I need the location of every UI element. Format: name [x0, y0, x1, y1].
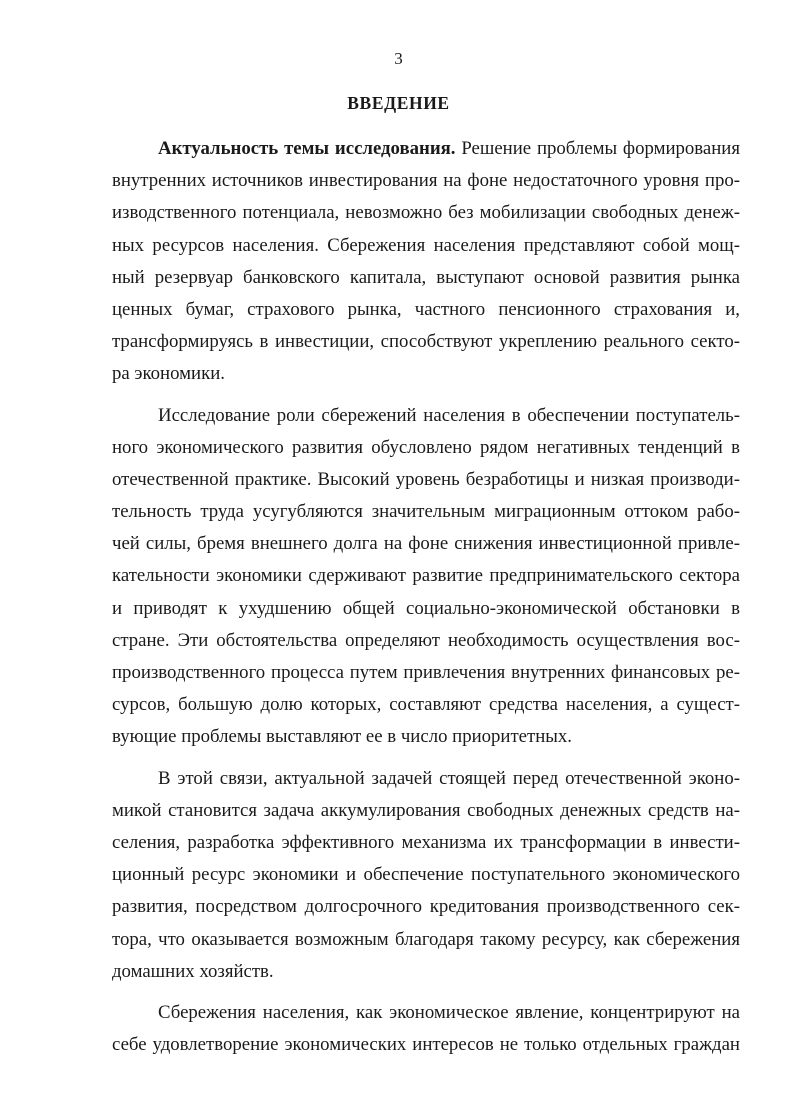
- text-line: ционный ресурс экономики и обеспечение поступательного экономического: [112, 864, 740, 886]
- text-line: ный резервуар банковского капитала, выступают основой развития рынка: [112, 266, 740, 288]
- text-line: кательности экономики сдерживают развитие предпринимательского сектора: [112, 565, 740, 587]
- text-line: ных ресурсов населения. Сбережения населения представляют собой мощ-: [112, 234, 740, 256]
- text-line: чей силы, бремя внешнего долга на фоне снижения инвестиционной привле-: [112, 533, 740, 555]
- paragraph-task: [112, 763, 740, 988]
- paragraph-relevance: [112, 133, 740, 391]
- text-line: сурсов, большую долю которых, составляют средства населения, а сущест-: [112, 694, 740, 716]
- page-number: 3: [394, 49, 403, 68]
- text-line: ценных бумаг, страхового рынка, частного пенсионного страхования и,: [112, 298, 740, 320]
- body-text: [112, 133, 740, 1061]
- section-heading: ВВЕДЕНИЕ: [347, 93, 450, 113]
- text-line: производственного процесса путем привлечения внутренних финансовых ре-: [112, 662, 740, 683]
- paragraph-lead: Актуальность темы исследования.: [158, 138, 456, 159]
- text-line-rest: Решение проблемы формирования: [455, 138, 740, 159]
- paragraph-research-role: [112, 400, 740, 754]
- text-line: ного экономического развития обусловлено рядом негативных тенденций в: [112, 436, 740, 458]
- text-line: Исследование роли сбережений населения в обеспечении поступатель-: [158, 404, 740, 426]
- paragraph-gap: [112, 754, 740, 763]
- text-line: Сбережения населения, как экономическое явление, концентрируют на: [158, 1001, 740, 1023]
- paragraph-gap: [112, 988, 740, 997]
- text-line: стране. Эти обстоятельства определяют необходимость осуществления вос-: [112, 629, 740, 651]
- text-line: селения, разработка эффективного механизма их трансформации в инвести-: [112, 831, 740, 853]
- text-line: [112, 133, 740, 165]
- text-line: трансформируясь в инвестиции, способствуют укреплению реального секто-: [112, 331, 740, 353]
- text-line: ра экономики.: [112, 363, 225, 385]
- text-line: тельность труда усугубляются значительным миграционным оттоком рабо-: [112, 501, 740, 523]
- text-line: себе удовлетворение экономических интересов не только отдельных граждан: [112, 1034, 740, 1056]
- text-line: вующие проблемы выставляют ее в число приоритетных.: [112, 726, 572, 748]
- text-line: изводственного потенциала, невозможно без мобилизации свободных денеж-: [112, 202, 740, 224]
- paragraph-savings: [112, 997, 740, 1061]
- text-line: домашних хозяйств.: [112, 960, 274, 982]
- paragraph-gap: [112, 391, 740, 400]
- text-line: В этой связи, актуальной задачей стоящей перед отечественной эконо-: [158, 767, 740, 789]
- text-line: тора, что оказывается возможным благодаря такому ресурсу, как сбережения: [112, 928, 740, 950]
- text-line: и приводят к ухудшению общей социально-экономической обстановки в: [112, 597, 740, 619]
- text-line: микой становится задача аккумулирования свободных денежных средств на-: [112, 799, 740, 821]
- text-line: отечественной практике. Высокий уровень безработицы и низкая производи-: [112, 468, 740, 490]
- text-line: развития, посредством долгосрочного кредитования производственного сек-: [112, 896, 740, 918]
- text-line: внутренних источников инвестирования на фоне недостаточного уровня про-: [112, 170, 740, 192]
